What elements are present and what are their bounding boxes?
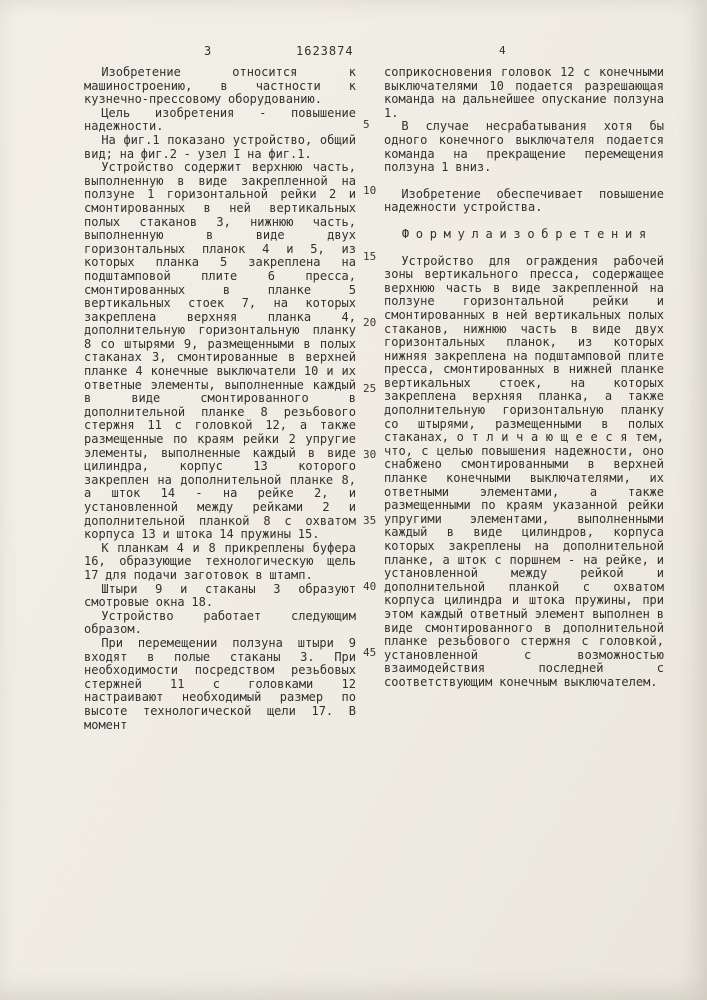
paragraph: Изобретение обеспечивает повышение надежности устройства. [384,186,664,215]
paragraph: К планкам 4 и 8 прикреплены буфера 16, образующие технологическую щель 17 для подачи заготовок в штамп. [84,540,356,582]
page-header [0,44,707,62]
paragraph: В случае несрабатывания хотя бы одного конечного выключателя подается команда на прекращение перемещения ползуна 1 вниз. [384,119,664,175]
line-number: 5 [363,118,370,131]
paragraph: Изобретение относится к машиностроению, в частности к кузнечно-прессовому оборудованию. [84,65,356,107]
patent-number: 1623874 [296,44,354,58]
formula-paragraph: Устройство для ограждения рабочей зоны вертикального пресса, содержащее верхнюю часть в виде закрепленной на ползуне горизонтальной рейки и смонтированных в ней вертикальных полых стаканов, нижнюю часть в виде двух горизонтальных планок, из которых нижняя закреплена на подштамповой плите пресса, смонтированных в нижней планке вертикальных стоек, на которых закреплена верхняя планка, а также дополнительную горизонтальную планку со штырями, размещенными в полых стаканах, о т л и ч а ю щ е е с я тем, что, с целью повышения надежности, оно снабжено смонтированными в верхней планке конечными выключателями, их ответными элементами, а также размещенными по краям указанной рейки упругими элементами, выполненными каждый в виде цилиндров, корпуса которых закреплены на дополнительной планке, а шток с поршнем - на рейке, и установленной между рейкой и дополнительной планкой с охватом корпуса цилиндра и штока пружины, при этом каждый ответный элемент выполнен в виде смонтированного в дополнительной планке резьбового стержня с головкой, установленной с возможностью взаимодействия последней с соответствующим конечным выключателем. [384,253,664,689]
line-number: 10 [363,184,377,197]
line-number: 40 [363,580,377,593]
paragraph: На фиг.1 показано устройство, общий вид; на фиг.2 - узел I на фиг.1. [84,132,356,161]
right-column-page-number: 4 [499,44,506,57]
line-number: 25 [363,382,377,395]
line-number: 30 [363,448,377,461]
paragraph: Штыри 9 и стаканы 3 образуют смотровые окна 18. [84,581,356,610]
left-column [84,66,356,732]
paragraph: Устройство работает следующим образом. [84,608,356,637]
left-column-page-number: 3 [204,44,212,58]
paragraph: Цель изобретения - повышение надежности. [84,105,356,134]
formula-heading: Ф о р м у л а и з о б р е т е н и я [401,226,647,241]
paragraph: При перемещении ползуна штыри 9 входят в полые стаканы 3. При необходимости посредством резьбовых стержней 11 с головками 12 настраивают необходимый размер по высоте технологической щели 17. В момент [84,635,356,732]
line-number: 15 [363,250,377,263]
paragraph: соприкосновения головок 12 с конечными выключателями 10 подается разрешающая команда на дальнейшее опускание ползуна 1. [384,65,664,120]
line-number: 35 [363,514,377,527]
paragraph: Устройство содержит верхнюю часть, выполненную в виде закрепленной на ползуне 1 горизонтальной рейки 2 и смонтированных в ней вертикальных полых стаканов 3, нижнюю часть, выполненную в виде двух горизонтальных планок 4 и 5, из которых планка 5 закреплена на подштамповой плите 6 пресса, смонтированных в планке 5 вертикальных стоек 7, на которых закреплена верхняя планка 4, дополнительную горизонтальную планку 8 со штырями 9, размещенными в полых стаканах 3, смонтированные в верхней планке 4 конечные выключатели 10 и их ответные элементы, выполненные каждый в виде смонтированного в дополнительной планке 8 резьбового стержня 11 с головкой 12, а также размещенные по краям рейки 2 упругие элементы, выполненные каждый в виде цилиндра, корпус 13 которого закреплен на дополнительной планке 8, а шток 14 - на рейке 2, и установленной между рейками 2 и дополнительной планкой 8 с охватом корпуса 13 и штока 14 пружины 15. [84,160,356,542]
line-number: 45 [363,646,377,659]
right-column [384,66,664,732]
two-column-body [84,66,664,732]
line-number-gutter [356,66,384,732]
line-number: 20 [363,316,377,329]
